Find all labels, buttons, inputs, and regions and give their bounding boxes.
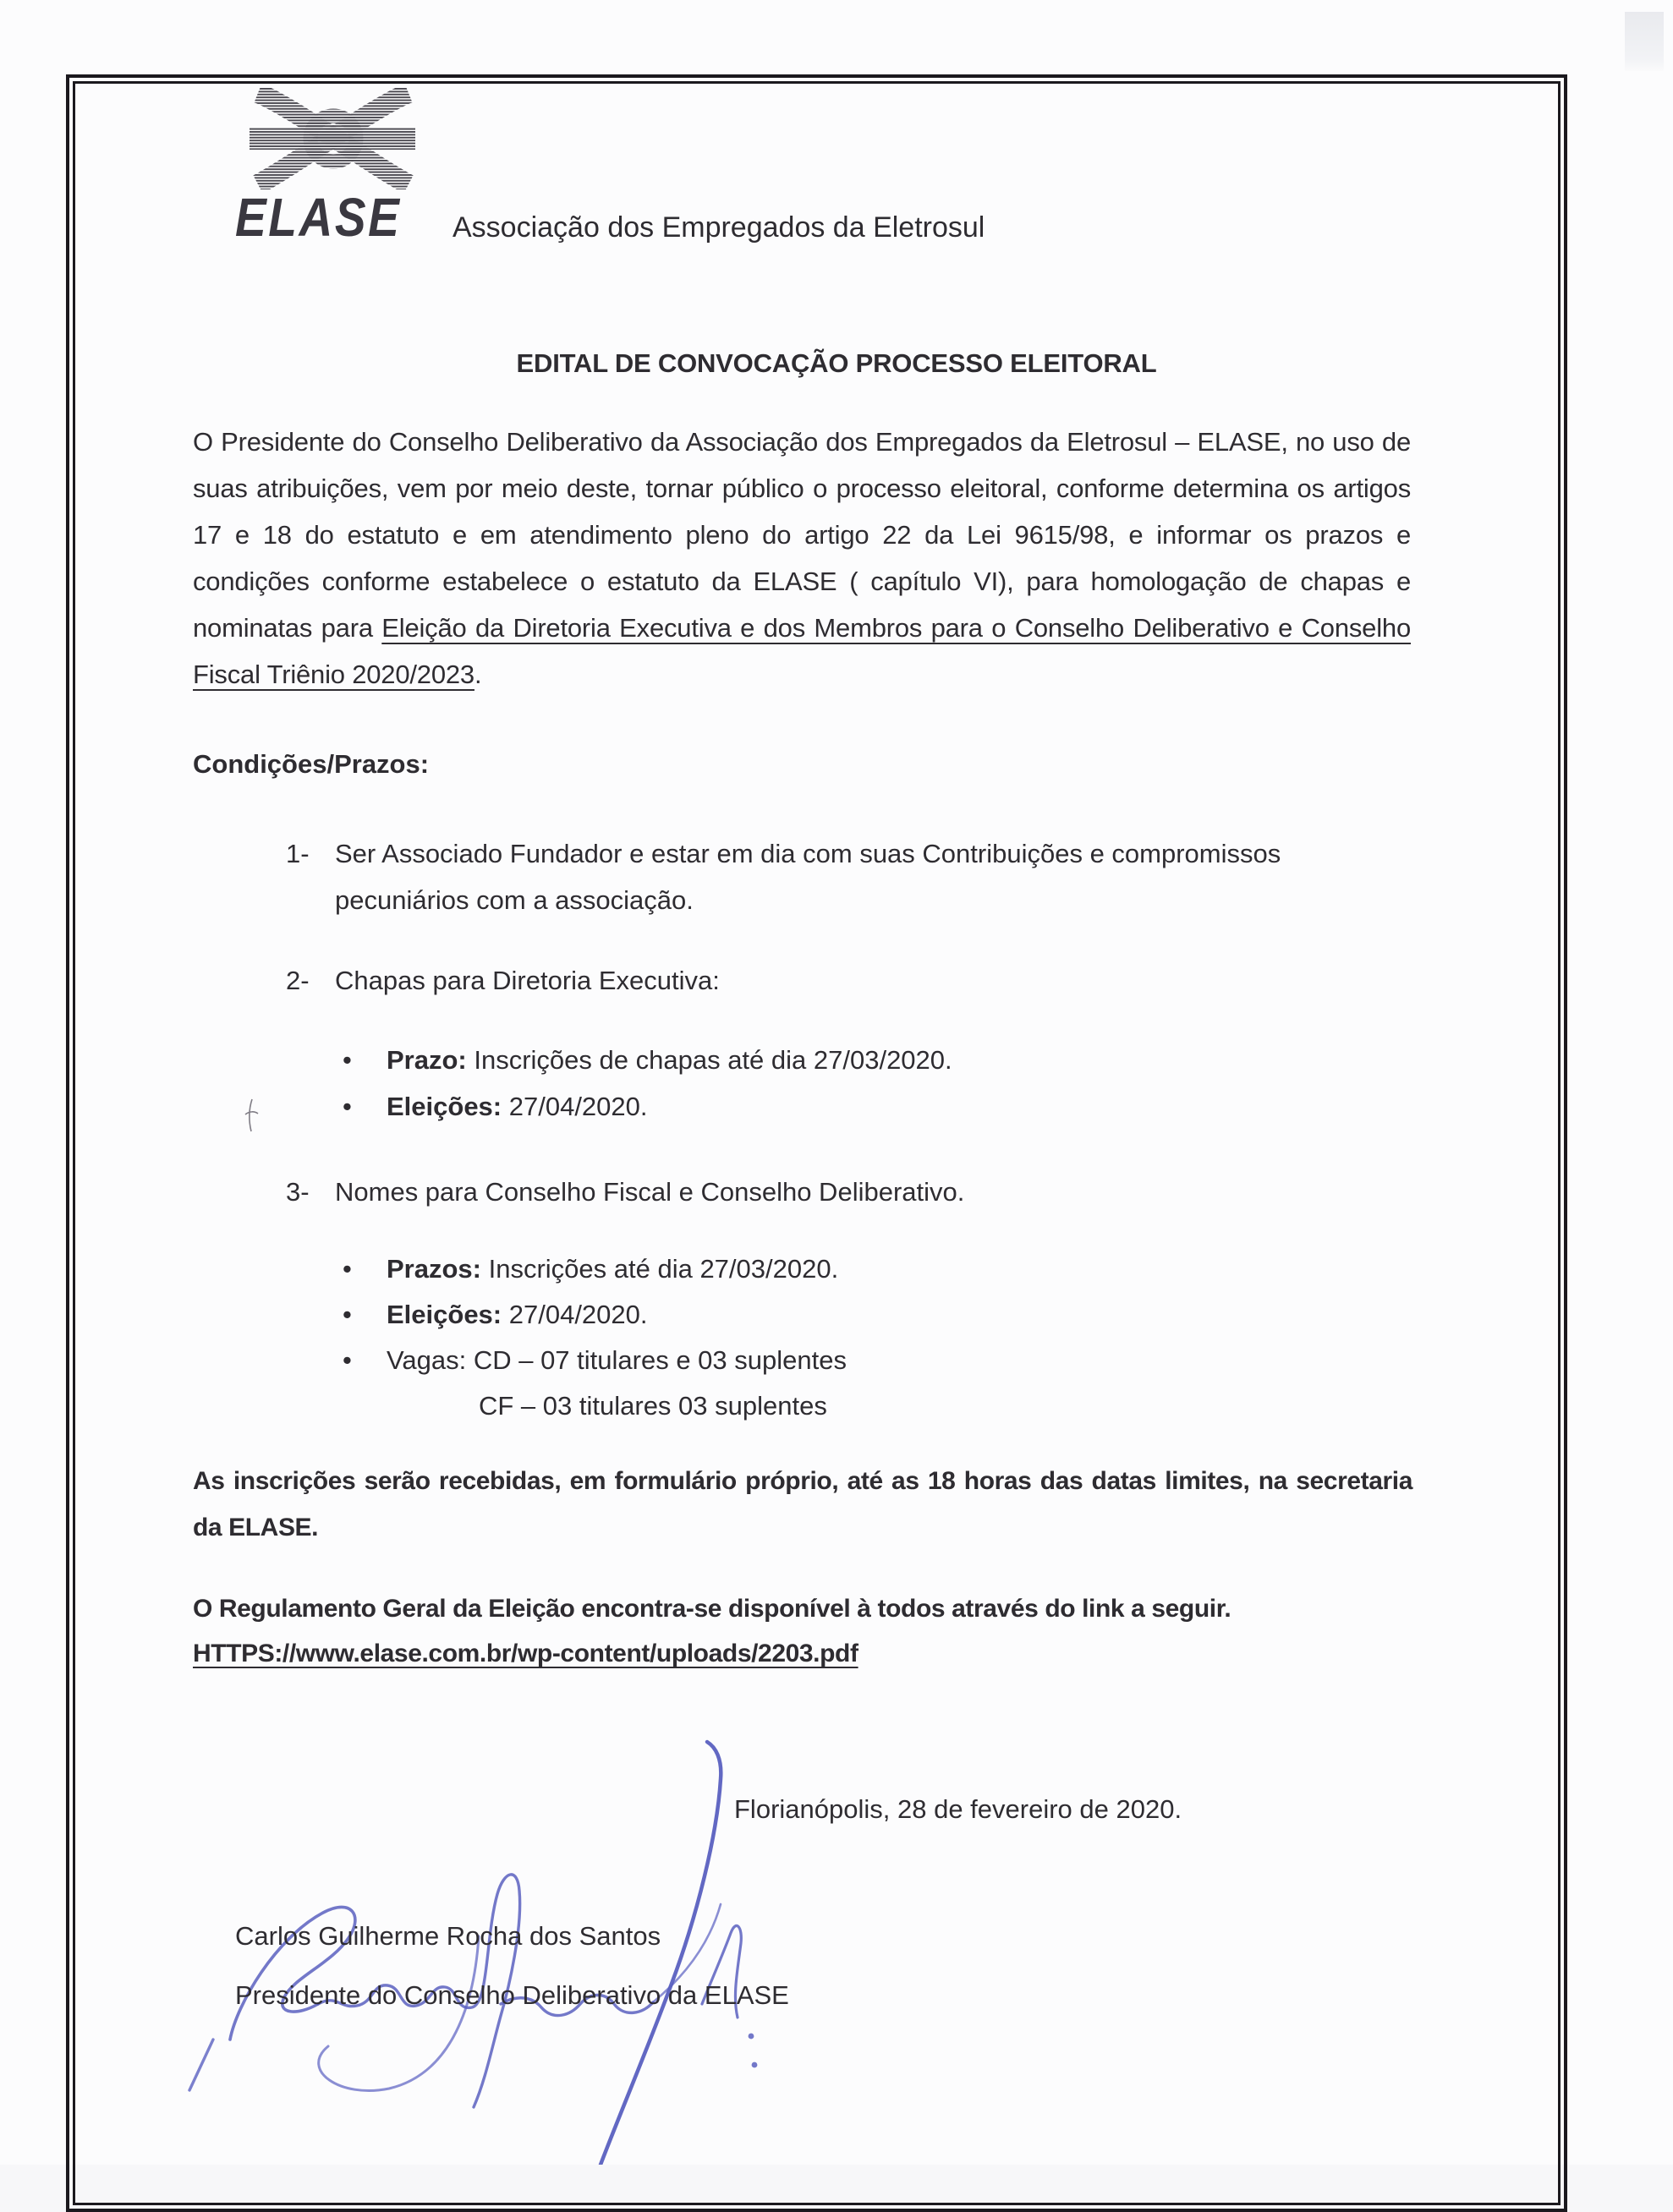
item-3-bullet-list — [343, 1246, 847, 1429]
bullet-icon: • — [343, 1045, 352, 1075]
organization-tagline: Associação dos Empregados da Eletrosul — [453, 211, 985, 244]
regulation-link: HTTPS://www.elase.com.br/wp-content/uploads/2203.pdf — [193, 1640, 858, 1667]
date-line: Florianópolis, 28 de fevereiro de 2020. — [734, 1794, 1182, 1824]
stray-pen-mark-icon — [242, 1098, 261, 1133]
signatory-name: Carlos Guilherme Rocha dos Santos — [235, 1921, 661, 1951]
bullet-text: Vagas: CD – 07 titulares e 03 suplentes — [387, 1345, 847, 1375]
list-item-2 — [286, 957, 1341, 1004]
item-text: Ser Associado Fundador e estar em dia com suas Contribuições e compromissos pecuniários com a associação. — [335, 839, 1281, 915]
bullet-row — [343, 1037, 952, 1083]
bullet-text: CF – 03 titulares 03 suplentes — [479, 1391, 827, 1421]
item-number: 2- — [286, 966, 310, 995]
list-item-3 — [286, 1169, 1341, 1215]
item-text: Nomes para Conselho Fiscal e Conselho Deliberativo. — [335, 1177, 965, 1207]
bullet-text: Prazos: Inscrições até dia 27/03/2020. — [387, 1254, 839, 1284]
bullet-label: Eleições: — [387, 1092, 502, 1121]
bullet-label: Eleições: — [387, 1300, 502, 1329]
intro-text: O Presidente do Conselho Deliberativo da Associação dos Empregados da Eletrosul – ELASE, no uso de suas atribuições, vem por meio deste, tornar público o processo eleitoral, conforme determina os artigos 17 e 18 do estatuto e em atendimento pleno do artigo 22 da Lei 9615/98, e informar os prazos e condições conforme estabelece o estatuto da ELASE ( capítulo VI), para homologação de chapas e nominatas para — [193, 427, 1411, 643]
regulation-text: O Regulamento Geral da Eleição encontra-se disponível à todos através do link a seguir. — [193, 1595, 1231, 1623]
bullet-label: Prazo: — [387, 1045, 467, 1075]
bullet-row — [343, 1246, 847, 1292]
bullet-icon: • — [343, 1300, 352, 1329]
elase-logo-icon — [248, 88, 417, 189]
bullet-icon: • — [343, 1092, 352, 1121]
bullet-text: Prazo: Inscrições de chapas até dia 27/03/2020. — [387, 1045, 952, 1075]
item-text: Chapas para Diretoria Executiva: — [335, 966, 720, 995]
document-title: EDITAL DE CONVOCAÇÃO PROCESSO ELEITORAL — [516, 348, 1157, 378]
bullet-label: Prazos: — [387, 1254, 481, 1284]
item-2-bullet-list — [343, 1037, 952, 1130]
regulation-paragraph — [193, 1586, 1428, 1676]
inscriptions-paragraph: As inscrições serão recebidas, em formulário próprio, até as 18 horas das datas limites, na secretaria da ELASE. — [193, 1467, 1412, 1541]
bullet-row-continuation — [435, 1383, 847, 1429]
bullet-text: Eleições: 27/04/2020. — [387, 1300, 648, 1329]
bullet-icon: • — [343, 1345, 352, 1375]
bullet-row — [343, 1338, 847, 1383]
signatory-role: Presidente do Conselho Deliberativo da ELASE — [235, 1980, 789, 2010]
intro-period: . — [474, 660, 482, 689]
bullet-icon: • — [343, 1254, 352, 1284]
intro-underlined-phrase: Eleição da Diretoria Executiva e dos Membros para o Conselho Deliberativo e Conselho Fiscal Triênio 2020/2023 — [193, 613, 1411, 689]
bullet-row — [343, 1292, 847, 1338]
intro-paragraph — [193, 419, 1411, 698]
conditions-heading: Condições/Prazos: — [193, 749, 430, 779]
bullet-text: Eleições: 27/04/2020. — [387, 1092, 648, 1121]
list-item-1 — [286, 830, 1341, 923]
item-number: 1- — [286, 839, 310, 868]
bullet-spacer — [435, 1383, 479, 1429]
scan-artifact — [1625, 12, 1664, 71]
item-number: 3- — [286, 1177, 310, 1207]
logo-wordmark: ELASE — [235, 187, 402, 248]
bullet-row — [343, 1083, 952, 1130]
